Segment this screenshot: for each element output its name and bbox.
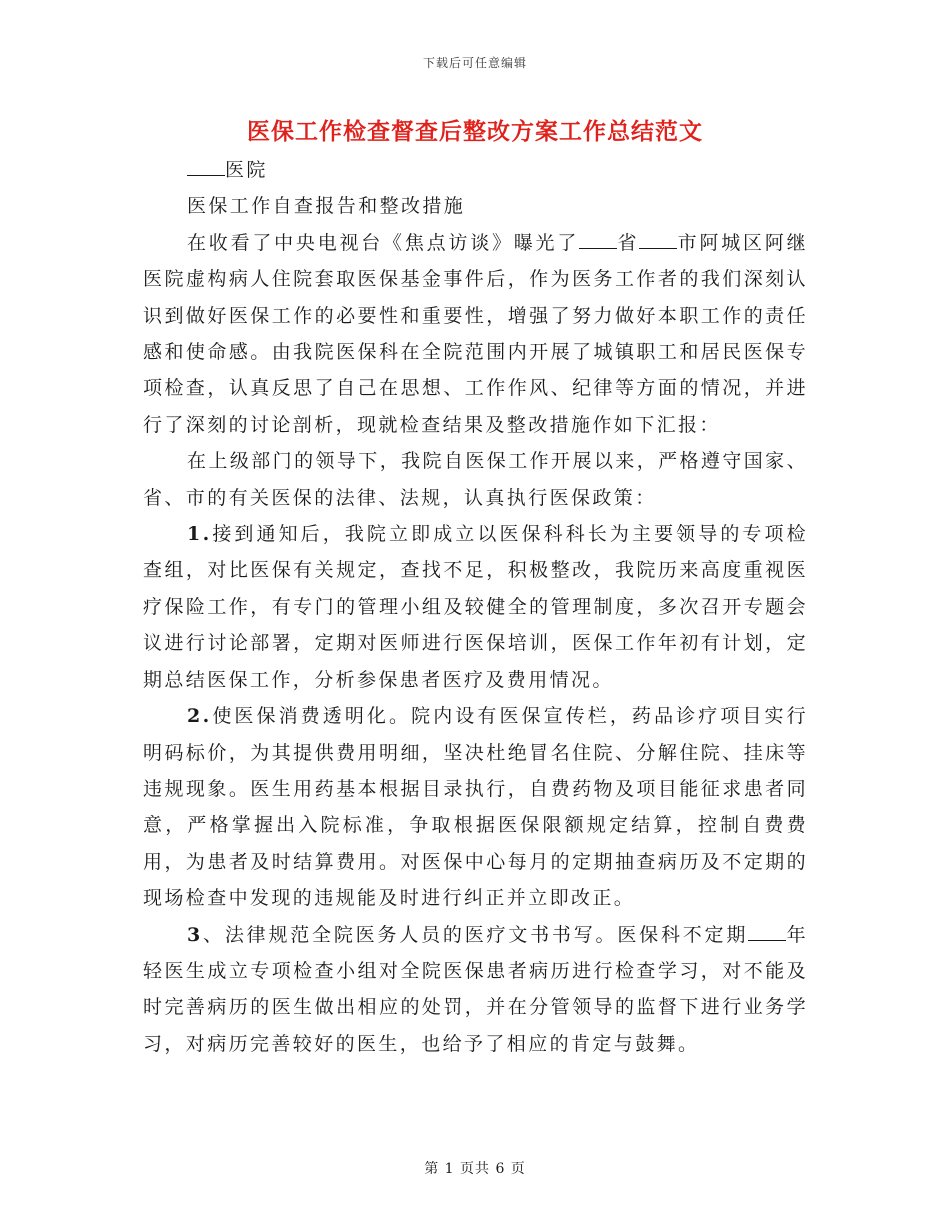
hospital-line <box>143 152 808 188</box>
paragraph-intro-part-b: 省 <box>617 231 640 254</box>
paragraph-intro-part-c: 市阿城区阿继医院虚构病人住院套取医保基金事件后，作为医务工作者的我们深刻认识到做好医保工作的必要性和重要性，增强了努力做好本职工作的责任感和使命感。由我院医保科在全院范围内开展了城镇职工和居民医保专项检查，认真反思了自己在思想、工作作风、纪律等方面的情况，并进行了深刻的讨论剖析，现就检查结果及整改措施作如下汇报： <box>143 231 809 436</box>
paragraph-intro-part-a: 在收看了中央电视台《焦点访谈》曝光了 <box>187 231 580 254</box>
page-footer: 第 1 页共 6 页 <box>424 1161 526 1177</box>
paragraph-policy: 在上级部门的领导下，我院自医保工作开展以来，严格遵守国家、省、市的有关医保的法律、法规，认真执行医保政策： <box>143 450 808 509</box>
list-item-2 <box>143 698 808 916</box>
paragraph-intro <box>143 225 808 443</box>
list-item-1 <box>143 516 808 698</box>
list-item-2-number: 2. <box>187 705 212 728</box>
list-item-3-number: 3 <box>187 923 203 946</box>
document-body <box>143 152 808 1062</box>
blank-underline <box>639 231 677 249</box>
header-note: 下载后可任意编辑 <box>422 56 527 70</box>
document-title: 医保工作检查督查后整改方案工作总结范文 <box>247 118 703 145</box>
list-item-3-text-b: 年轻医生成立专项检查小组对全院医保患者病历进行检查学习，对不能及时完善病历的医生做出相应的处罚，并在分管领导的监督下进行业务学习，对病历完善较好的医生，也给予了相应的肯定与鼓舞。 <box>143 923 808 1055</box>
report-subtitle: 医保工作自查报告和整改措施 <box>187 195 466 218</box>
list-item-3-text-a: 、法律规范全院医务人员的医疗文书书写。医保科不定期 <box>202 923 749 946</box>
list-item-1-text: 接到通知后，我院立即成立以医保科科长为主要领导的专项检查组，对比医保有关规定，查找不足，积极整改，我院历来高度重视医疗保险工作，有专门的管理小组及较健全的管理制度，多次召开专题会议进行讨论部署，定期对医师进行医保培训，医保工作年初有计划，定期总结医保工作，分析参保患者医疗及费用情况。 <box>143 523 808 691</box>
blank-underline <box>187 158 225 176</box>
blank-underline <box>579 231 617 249</box>
list-item-1-number: 1. <box>187 523 212 546</box>
list-item-3 <box>143 917 808 1063</box>
blank-underline <box>748 923 786 941</box>
hospital-label: 医院 <box>225 159 268 181</box>
list-item-2-text: 使医保消费透明化。院内设有医保宣传栏，药品诊疗项目实行明码标价，为其提供费用明细，坚决杜绝冒名住院、分解住院、挂床等违规现象。医生用药基本根据目录执行，自费药物及项目能征求患者同意，严格掌握出入院标准，争取根据医保限额规定结算，控制自费费用，为患者及时结算费用。对医保中心每月的定期抽查病历及不定期的现场检查中发现的违规能及时进行纠正并立即改正。 <box>143 705 808 910</box>
